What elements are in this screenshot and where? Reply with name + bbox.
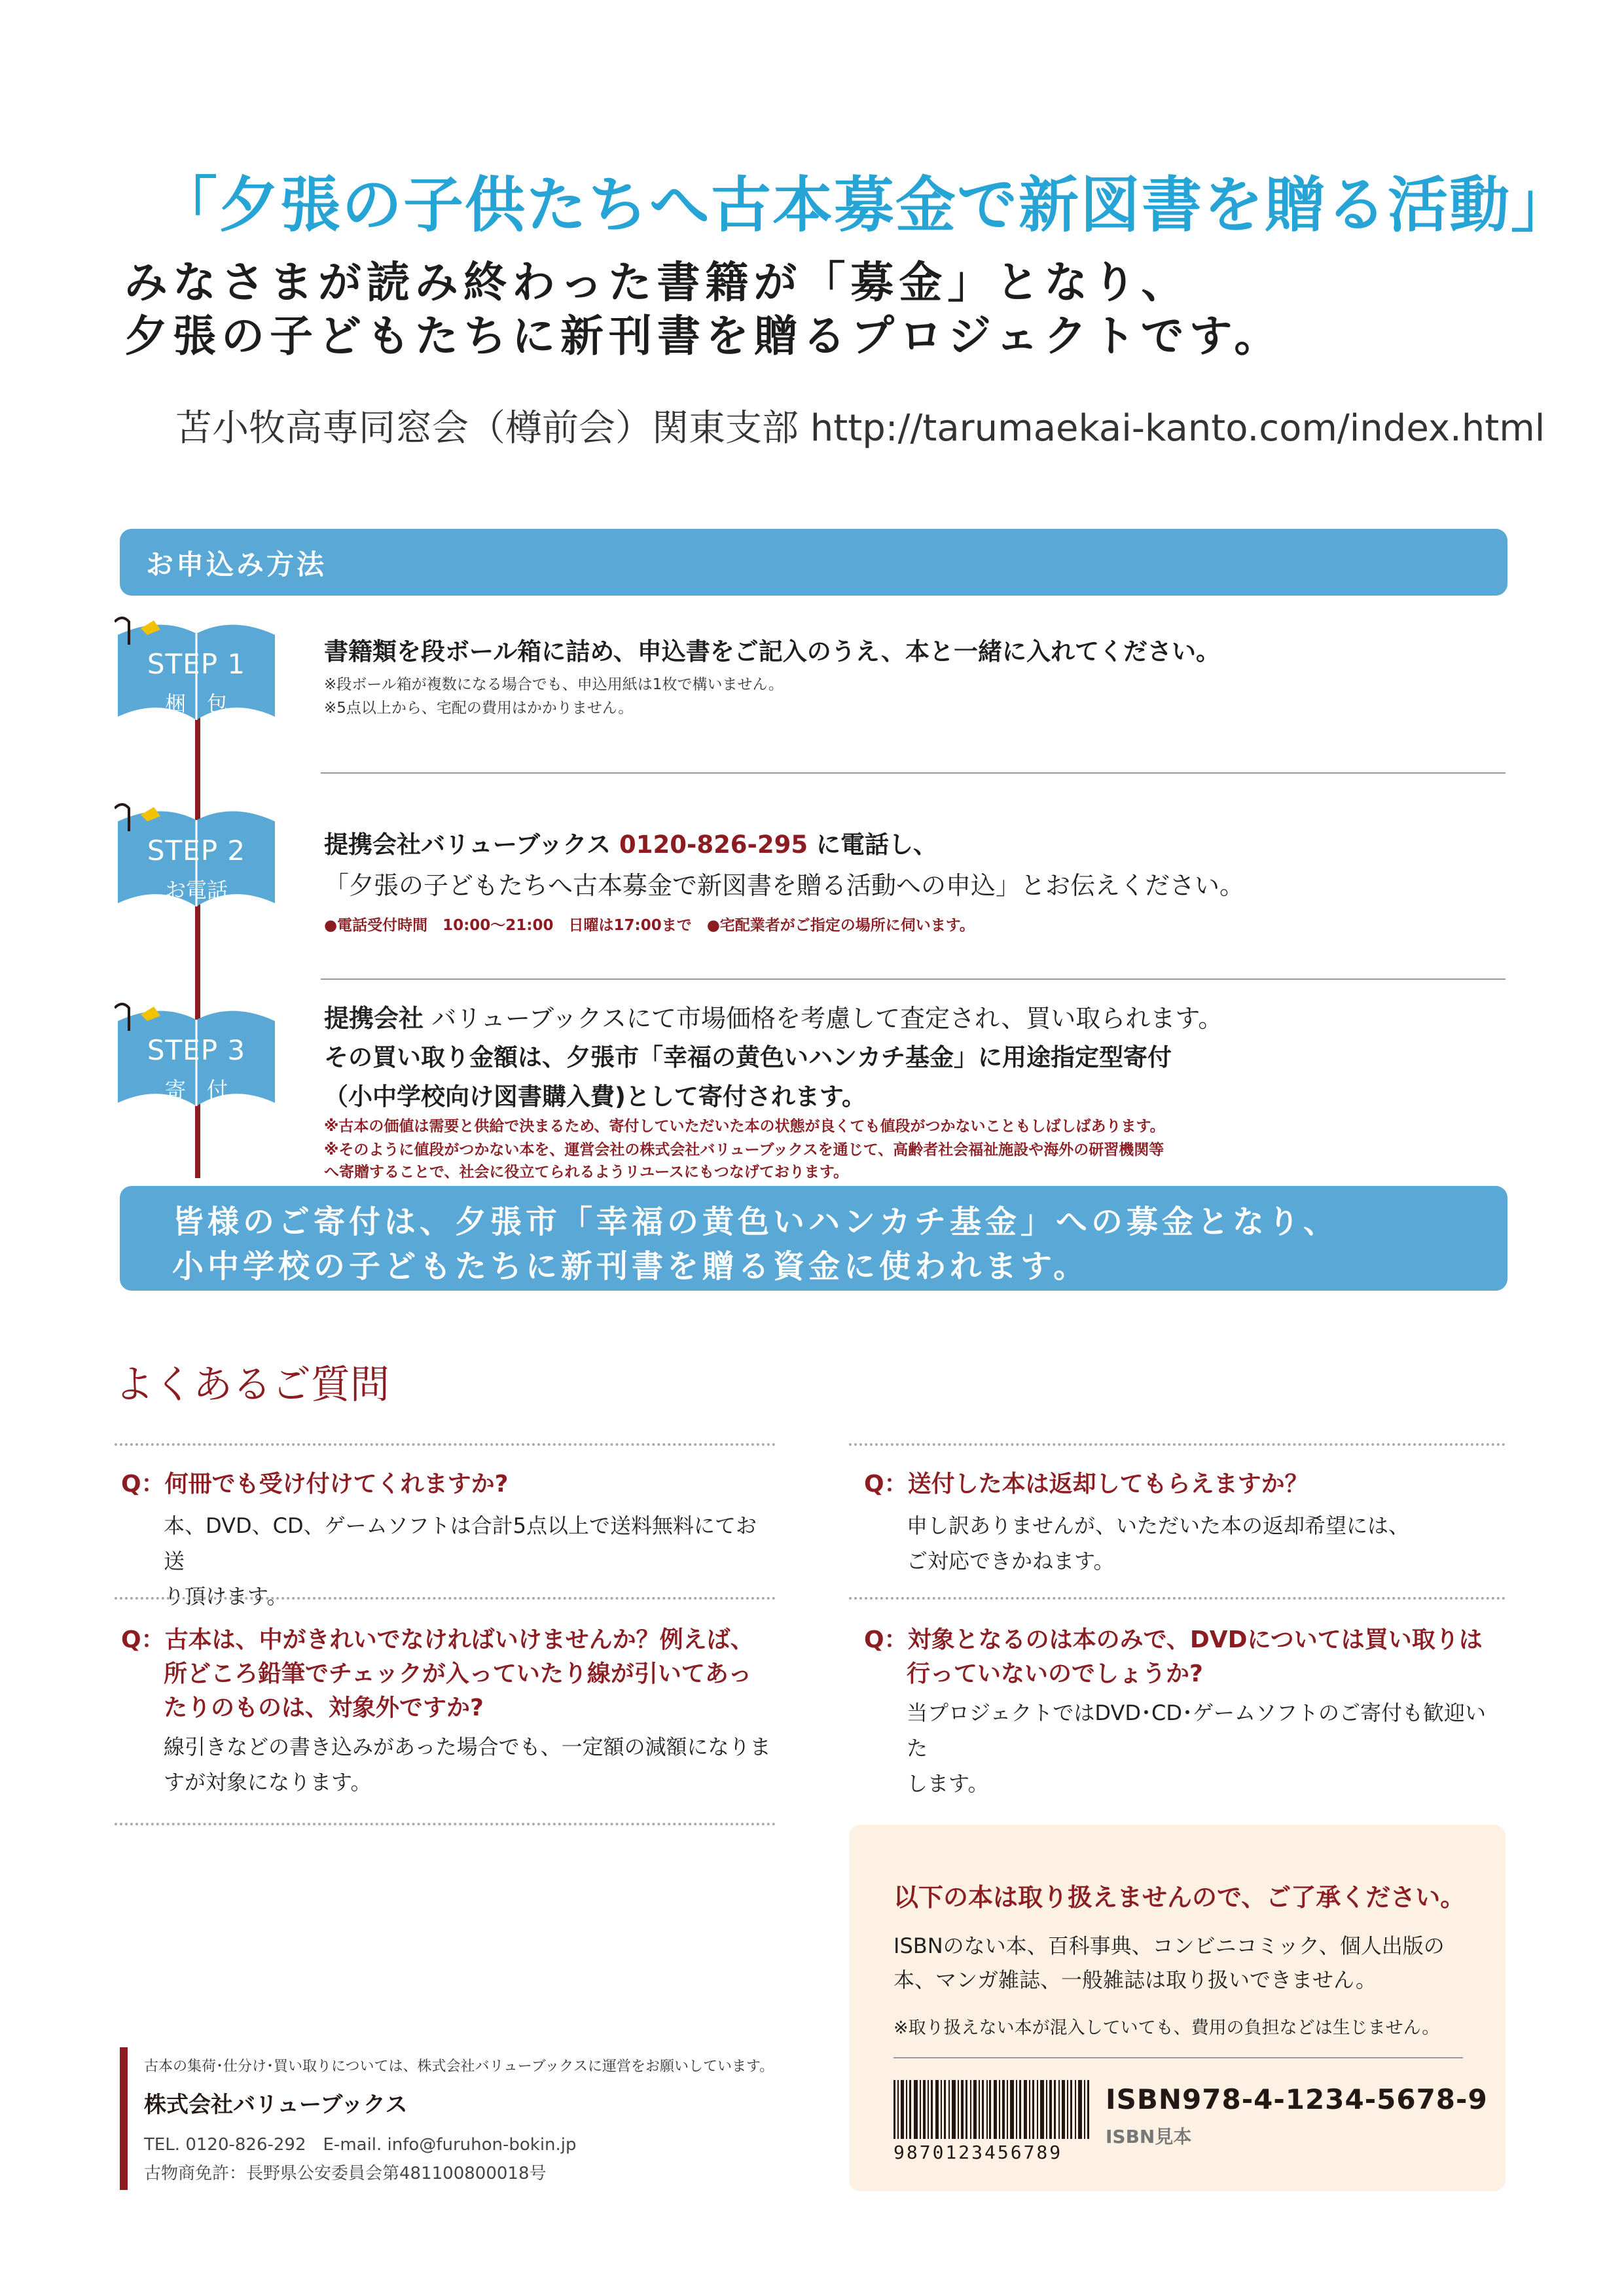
step-3-line-1-bold: 提携会社 bbox=[324, 1004, 424, 1033]
faq-item-3 bbox=[121, 1623, 776, 1800]
step-3-label: STEP 3 bbox=[147, 1034, 246, 1066]
faq-item-1 bbox=[121, 1467, 776, 1614]
step-2-main-prefix: 提携会社バリューブックス bbox=[324, 831, 611, 859]
faq-divider bbox=[115, 1597, 776, 1600]
step-2-book-icon bbox=[115, 802, 304, 918]
faq-3-question-1: Q：古本は、中がきれいでなければいけませんか？例えば、 bbox=[121, 1626, 754, 1653]
faq-2-answer-1: 申し訳ありませんが、いただいた本の返却希望には、 bbox=[907, 1513, 1410, 1538]
step-2-phone: 0120-826-295 bbox=[619, 831, 808, 859]
notice-body-2: 本、マンガ雑誌、一般雑誌は取り扱いできません。 bbox=[893, 1967, 1377, 1992]
faq-2-question: Q：送付した本は返却してもらえますか？ bbox=[864, 1471, 1308, 1498]
faq-divider bbox=[849, 1597, 1506, 1600]
step-2-line-2: 「夕張の子どもたちへ古本募金で新図書を贈る活動への申込」とお伝えください。 bbox=[324, 871, 1245, 900]
faq-4-question-1: Q：対象となるのは本のみで、DVDについては買い取りは bbox=[864, 1626, 1483, 1653]
subtitle-line-1: みなさまが読み終わった書籍が「募金」となり、 bbox=[124, 257, 1190, 308]
subtitle-line-2: 夕張の子どもたちに新刊書を贈るプロジェクトです。 bbox=[124, 311, 1283, 361]
step-2-main-suffix: に電話し、 bbox=[816, 831, 938, 859]
notice-body-1: ISBNのない本、百科事典、コンビニコミック、個人出版の bbox=[893, 1933, 1445, 1958]
step-3-note-2: ※そのように値段がつかない本を、運営会社の株式会社バリューブックスを通じて、高齢者社会福祉施設や海外の研習機関等 bbox=[324, 1141, 1164, 1158]
faq-4-answer-1: 当プロジェクトではDVD･CD･ゲームソフトのご寄付も歓迎いた bbox=[907, 1700, 1486, 1761]
page-title: 「夕張の子供たちへ古本募金で新図書を贈る活動」 bbox=[157, 170, 1573, 240]
faq-divider bbox=[849, 1443, 1506, 1446]
faq-2-answer-2: ご対応できかねます。 bbox=[907, 1549, 1115, 1573]
faq-4-answer-2: します。 bbox=[907, 1771, 989, 1796]
isbn-sample-label: ISBN見本 bbox=[1106, 2126, 1192, 2147]
step-3-book-icon bbox=[115, 1001, 304, 1118]
step-3-note-3: へ寄贈することで、社会に役立てられるようリユースにもつなげております。 bbox=[324, 1164, 849, 1181]
faq-1-answer-2: り頂けます。 bbox=[164, 1584, 288, 1609]
step-1-note-2: ※5点以上から、宅配の費用はかかりません。 bbox=[324, 700, 634, 717]
notice-box bbox=[849, 1825, 1506, 2191]
step-1-note-1: ※段ボール箱が複数になる場合でも、申込用紙は1枚で構いません。 bbox=[324, 676, 784, 693]
barcode-image bbox=[893, 2080, 1090, 2139]
step-divider bbox=[321, 978, 1506, 980]
faq-3-question-3: たりのものは、対象外ですか? bbox=[164, 1695, 484, 1721]
faq-1-question: Q：何冊でも受け付けてくれますか? bbox=[121, 1471, 509, 1498]
faq-heading: よくあるご質問 bbox=[115, 1362, 389, 1408]
howto-heading: お申込み方法 bbox=[146, 548, 327, 581]
step-2-label: STEP 2 bbox=[147, 834, 246, 867]
step-1-label: STEP 1 bbox=[147, 648, 246, 680]
step-2-name: お電話 bbox=[164, 878, 228, 903]
faq-3-answer-1: 線引きなどの書き込みがあった場合でも、一定額の減額になりま bbox=[164, 1734, 771, 1759]
summary-line-1: 皆様のご寄付は、夕張市「幸福の黄色いハンカチ基金」への募金となり、 bbox=[172, 1204, 1339, 1240]
step-2-hours: ●電話受付時間 10:00～21:00 日曜は17:00まで ●宅配業者がご指定の場所に伺います。 bbox=[324, 917, 975, 934]
notice-divider bbox=[893, 2057, 1463, 2058]
faq-item-4 bbox=[864, 1623, 1506, 1801]
step-3-name: 寄 付 bbox=[164, 1077, 228, 1102]
faq-3-answer-2: すが対象になります。 bbox=[164, 1770, 372, 1795]
footer-company: 株式会社バリューブックス bbox=[144, 2092, 408, 2118]
step-divider bbox=[321, 772, 1506, 774]
step-1-main: 書籍類を段ボール箱に詰め、申込書をご記入のうえ、本と一緒に入れてください。 bbox=[324, 637, 1220, 666]
isbn-number: ISBN978-4-1234-5678-9 bbox=[1106, 2083, 1488, 2115]
summary-line-2: 小中学校の子どもたちに新刊書を贈る資金に使われます。 bbox=[172, 1248, 1089, 1285]
barcode-number: 9870123456789 bbox=[893, 2142, 1063, 2163]
footer-accent-bar bbox=[120, 2047, 128, 2190]
footer-license: 古物商免許：長野県公安委員会第481100800018号 bbox=[144, 2164, 547, 2183]
footer-intro: 古本の集荷･仕分け･買い取りについては、株式会社バリューブックスに運営をお願いしています。 bbox=[144, 2058, 774, 2075]
summary-bar bbox=[120, 1186, 1507, 1291]
step-3-line-2: その買い取り金額は、夕張市「幸福の黄色いハンカチ基金」に用途指定型寄付 bbox=[324, 1043, 1172, 1071]
step-3-note-1: ※古本の価値は需要と供給で決まるため、寄付していただいた本の状態が良くても値段がつかないこともしばしばあります。 bbox=[324, 1118, 1165, 1135]
faq-3-question-2: 所どころ鉛筆でチェックが入っていたり線が引いてあっ bbox=[164, 1660, 752, 1687]
step-3-line-3: （小中学校向け図書購入費)として寄付されます。 bbox=[324, 1083, 866, 1111]
step-1-book-icon bbox=[115, 615, 304, 732]
faq-divider bbox=[115, 1823, 776, 1825]
faq-4-question-2: 行っていないのでしょうか? bbox=[907, 1660, 1203, 1687]
footer-contact: TEL. 0120-826-292 E-mail. info@furuhon-bokin.jp bbox=[144, 2135, 577, 2155]
faq-divider bbox=[115, 1443, 776, 1446]
notice-heading: 以下の本は取り扱えませんので、ご了承ください。 bbox=[893, 1883, 1466, 1912]
faq-1-answer-1: 本、DVD、CD、ゲームソフトは合計5点以上で送料無料にてお送 bbox=[164, 1513, 757, 1573]
step-1-name: 梱 包 bbox=[164, 691, 228, 716]
notice-note: ※取り扱えない本が混入していても、費用の負担などは生じません。 bbox=[893, 2018, 1440, 2038]
step-3-line-1-rest: バリューブックスにて市場価格を考慮して査定され、買い取られます。 bbox=[431, 1004, 1223, 1033]
step-2-main bbox=[324, 825, 937, 860]
organizer-line: 苫小牧高専同窓会（樽前会）関東支部 http://tarumaekai-kanto.com/index.html bbox=[175, 407, 1545, 450]
howto-heading-bar bbox=[120, 529, 1507, 596]
step-3-line-1 bbox=[324, 998, 1223, 1034]
faq-item-2 bbox=[864, 1467, 1506, 1579]
